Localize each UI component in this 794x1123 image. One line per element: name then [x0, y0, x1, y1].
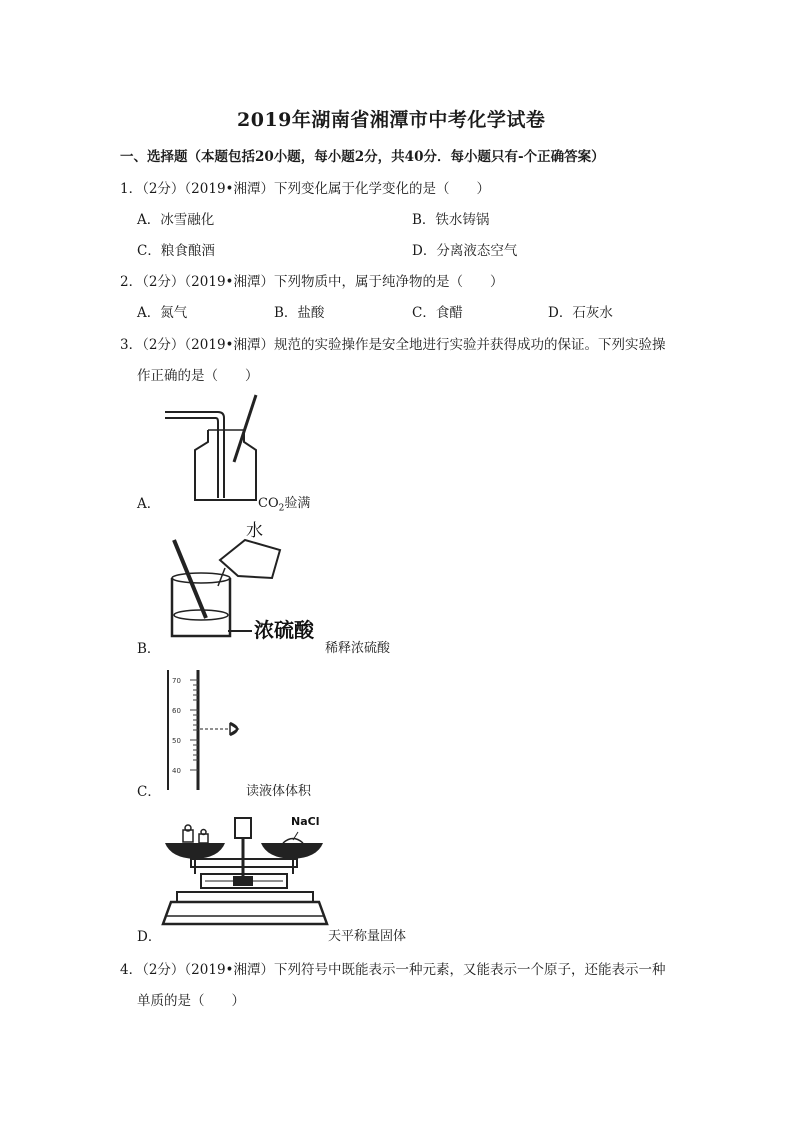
- question-3-option-c-letter: C．: [137, 784, 161, 800]
- question-1-option-a: A．冰雪融化: [137, 212, 215, 228]
- question-3-option-c-caption: 读液体体积: [246, 784, 312, 799]
- cylinder-tick-50: 50: [172, 737, 181, 745]
- co2-subscript: 2: [278, 503, 285, 514]
- cylinder-tick-70: 70: [172, 677, 181, 685]
- acid-dilution-figure: [160, 518, 430, 642]
- question-3-option-d-letter: D．: [137, 929, 162, 945]
- question-4-stem-line2: 单质的是（ ）: [137, 993, 245, 1009]
- eye-icon: [230, 723, 237, 735]
- question-3-option-b-letter: B．: [137, 641, 161, 657]
- question-2-option-c: C．食醋: [412, 305, 463, 321]
- question-3-stem-line1: 3．（2分）（2019•湘潭）规范的实验操作是安全地进行实验并获得成功的保证。下列实验操: [120, 337, 666, 353]
- conc-acid-label: 浓硫酸: [254, 618, 314, 642]
- question-1-option-d: D．分离液态空气: [412, 243, 518, 259]
- question-2-option-a: A．氮气: [137, 305, 188, 321]
- question-2-option-b: B．盐酸: [274, 305, 325, 321]
- graduated-cylinder-figure: [160, 665, 260, 795]
- question-2-stem: 2．（2分）（2019•湘潭）下列物质中，属于纯净物的是（ ）: [120, 274, 504, 290]
- section-heading: 一、选择题（本题包括20小题，每小题2分，共40分．每小题只有-个正确答案）: [120, 149, 605, 165]
- question-3-option-a-caption: [258, 492, 310, 514]
- balance-scale-figure: [163, 812, 333, 934]
- question-4-stem-line1: 4．（2分）（2019•湘潭）下列符号中既能表示一种元素，又能表示一个原子，还能表示一种: [120, 962, 666, 978]
- question-1-option-c: C．粮食酿酒: [137, 243, 215, 259]
- question-3-option-d-caption: 天平称量固体: [328, 929, 407, 944]
- yan-man-text: 验满: [284, 496, 311, 511]
- question-3-option-b-caption: 稀释浓硫酸: [325, 641, 391, 656]
- question-2-option-d: D．石灰水: [548, 305, 613, 321]
- question-3-option-a-letter: A．: [137, 496, 161, 512]
- nacl-label: NaCl: [291, 815, 320, 828]
- page-title: 2019年湖南省湘潭市中考化学试卷: [237, 109, 546, 131]
- question-1-stem: 1．（2分）（2019•湘潭）下列变化属于化学变化的是（ ）: [120, 181, 490, 197]
- co2-text: CO: [258, 496, 279, 511]
- water-label: 水: [246, 521, 263, 541]
- question-1-option-b: B．铁水铸锅: [412, 212, 490, 228]
- cylinder-tick-60: 60: [172, 707, 181, 715]
- cylinder-tick-40: 40: [172, 767, 181, 775]
- question-3-stem-line2: 作正确的是（ ）: [137, 368, 259, 384]
